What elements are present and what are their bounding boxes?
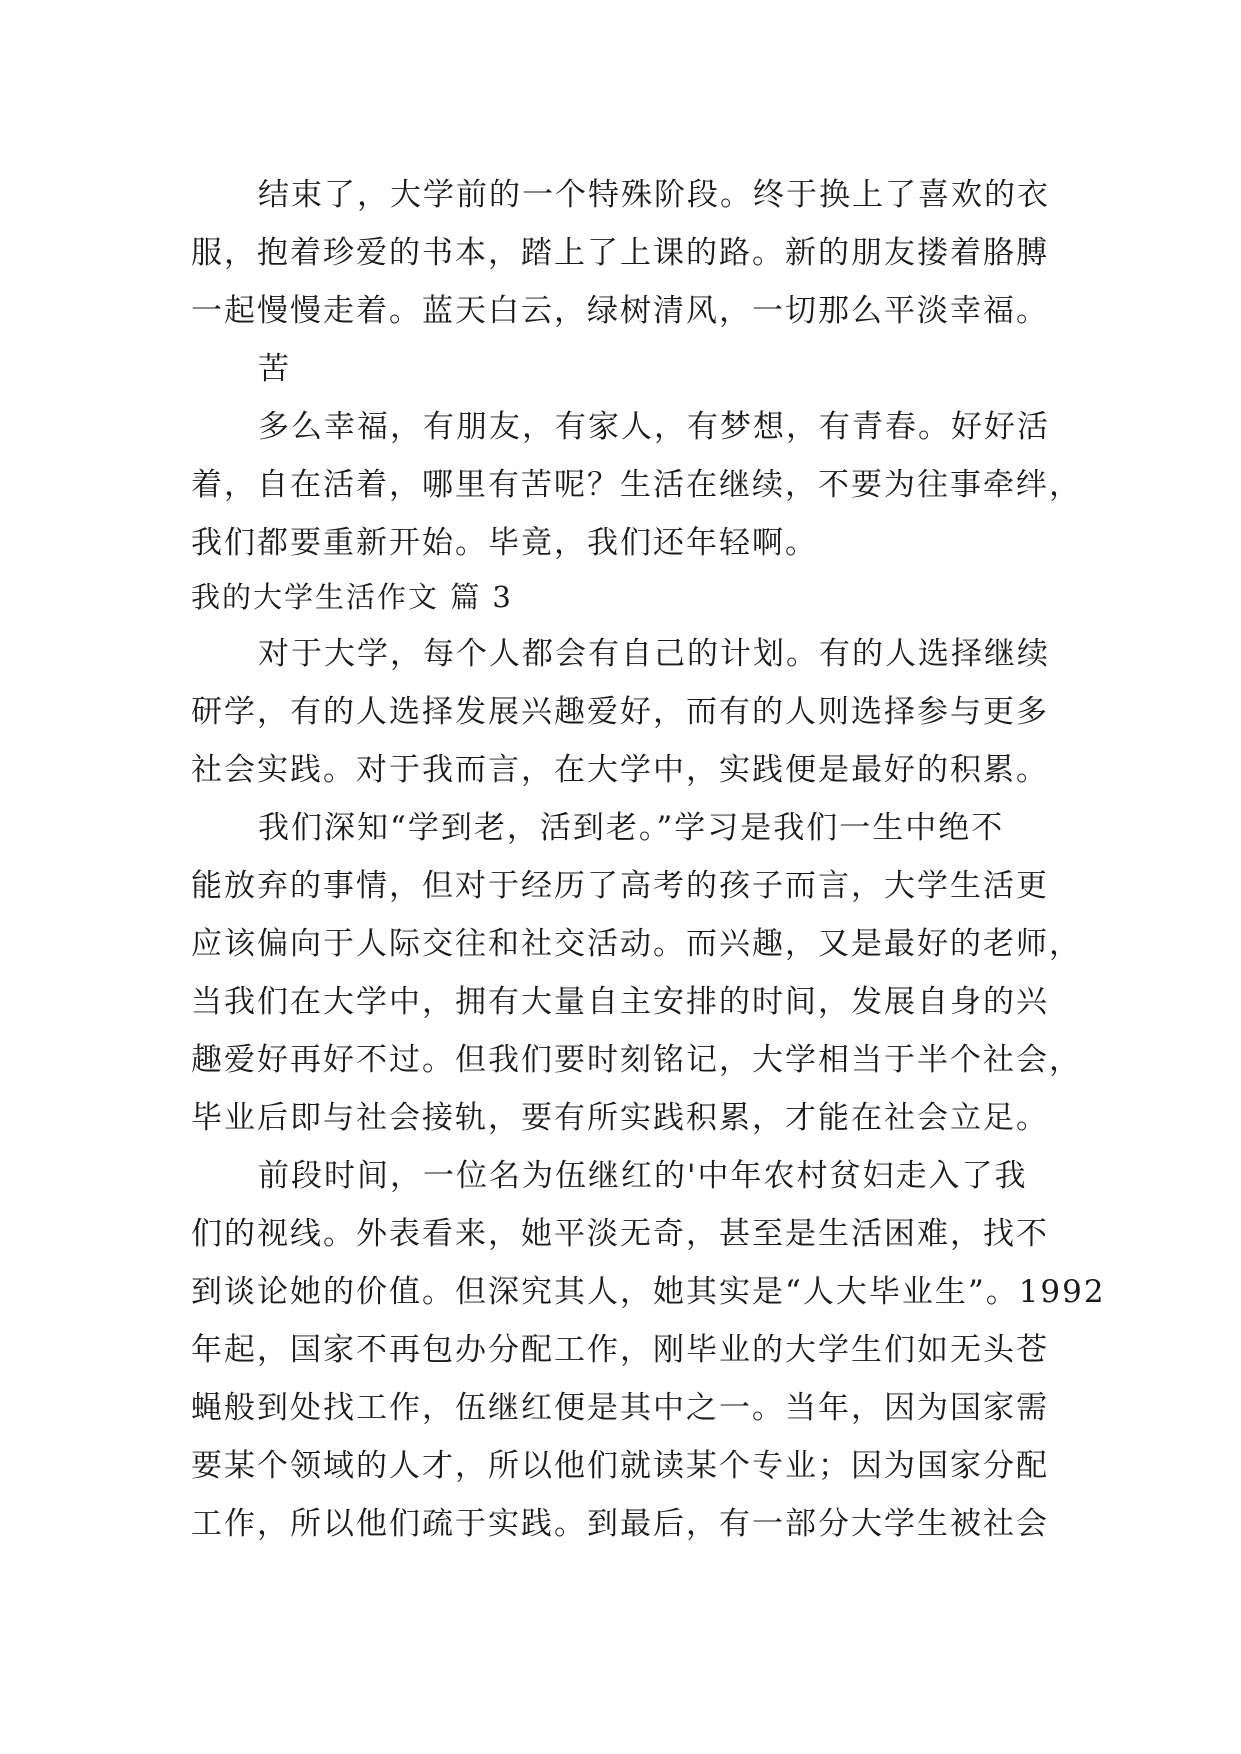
text-line: 毕业后即与社会接轨，要有所实践积累，才能在社会立足。 <box>191 1100 1049 1136</box>
text-line: 们的视线。外表看来，她平淡无奇，甚至是生活困难，找不 <box>191 1216 1049 1252</box>
text-line: 苦 <box>258 351 291 387</box>
text-line: 对于大学，每个人都会有自己的计划。有的人选择继续 <box>258 636 1050 672</box>
text-line: 要某个领域的人才，所以他们就读某个专业；因为国家分配 <box>191 1448 1049 1484</box>
text-line: 我们深知“学到老，活到老。”学习是我们一生中绝不 <box>258 810 1005 846</box>
text-line: 服，抱着珍爱的书本，踏上了上课的路。新的朋友搂着胳膊 <box>191 235 1049 271</box>
text-line: 研学，有的人选择发展兴趣爱好，而有的人则选择参与更多 <box>191 694 1049 730</box>
text-line: 我们都要重新开始。毕竟，我们还年轻啊。 <box>191 525 818 561</box>
text-line: 蝇般到处找工作，伍继红便是其中之一。当年，因为国家需 <box>191 1390 1049 1426</box>
text-line: 当我们在大学中，拥有大量自主安排的时间，发展自身的兴 <box>191 984 1049 1020</box>
text-line: 一起慢慢走着。蓝天白云，绿树清风，一切那么平淡幸福。 <box>191 293 1049 329</box>
text-line: 着，自在活着，哪里有苦呢？生活在继续，不要为往事牵绊， <box>191 467 1082 503</box>
text-line: 能放弃的事情，但对于经历了高考的孩子而言，大学生活更 <box>191 868 1049 904</box>
text-line: 到谈论她的价值。但深究其人，她其实是“人大毕业生”。1992 <box>191 1274 1106 1310</box>
text-line: 前段时间，一位名为伍继红的'中年农村贫妇走入了我 <box>258 1158 1028 1194</box>
text-line: 趣爱好再好不过。但我们要时刻铭记，大学相当于半个社会， <box>191 1042 1082 1078</box>
text-line: 工作，所以他们疏于实践。到最后，有一部分大学生被社会 <box>191 1506 1049 1542</box>
section-heading: 我的大学生活作文 篇 3 <box>191 580 513 614</box>
text-line: 结束了，大学前的一个特殊阶段。终于换上了喜欢的衣 <box>258 177 1050 213</box>
text-line: 应该偏向于人际交往和社交活动。而兴趣，又是最好的老师， <box>191 926 1082 962</box>
text-line: 多么幸福，有朋友，有家人，有梦想，有青春。好好活 <box>258 409 1050 445</box>
text-line: 年起，国家不再包办分配工作，刚毕业的大学生们如无头苍 <box>191 1332 1049 1368</box>
text-line: 社会实践。对于我而言，在大学中，实践便是最好的积累。 <box>191 752 1049 788</box>
